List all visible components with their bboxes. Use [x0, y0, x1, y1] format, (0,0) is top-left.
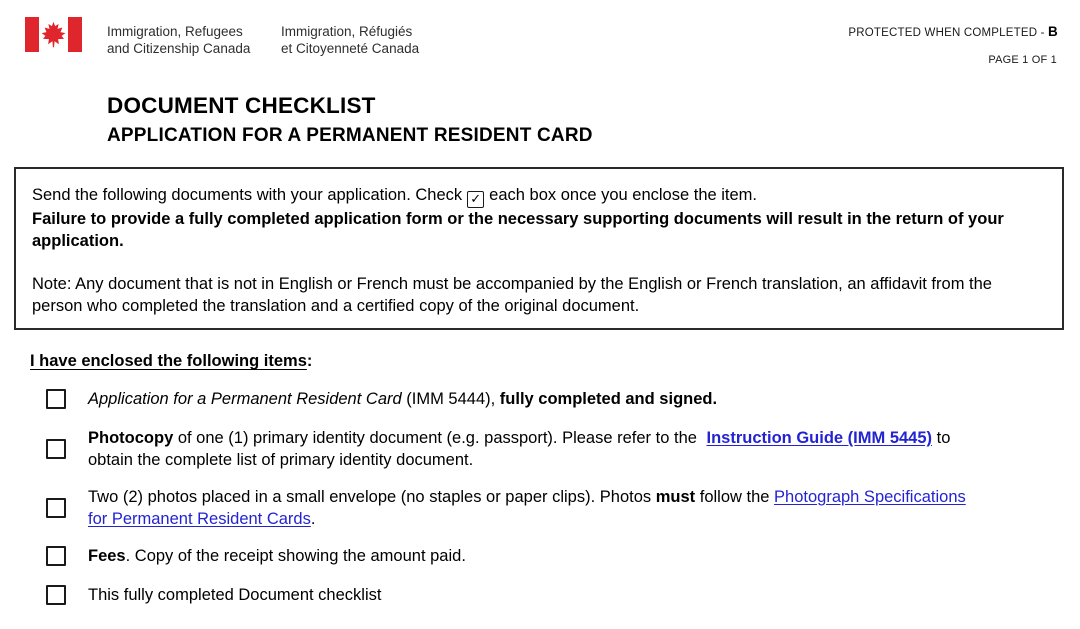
checklist-item-document-checklist: [46, 584, 1056, 606]
item-text: Application for a Permanent Resident Card (IMM 5444), fully completed and signed.: [88, 390, 718, 408]
item-checkbox[interactable]: [46, 585, 66, 605]
item-checkbox[interactable]: [46, 546, 66, 566]
item-text: Photocopy of one (1) primary identity document (e.g. passport). Please refer to the Instruction Guide (IMM 5445) to obtain the complete list of primary identity document.: [88, 429, 951, 469]
form-subtitle: APPLICATION FOR A PERMANENT RESIDENT CARD: [107, 125, 593, 146]
instruction-failure: Failure to provide a fully completed application form or the necessary supporting documents will result in the return of your application.: [32, 209, 1004, 250]
item-checkbox[interactable]: [46, 498, 66, 518]
enclosed-heading: I have enclosed the following items:: [30, 352, 313, 370]
canada-flag-icon: [25, 17, 82, 52]
checklist: [46, 388, 1056, 621]
item-text: Two (2) photos placed in a small envelope (no staples or paper clips). Photos must follow the Photograph Specifications for Permanent Resident Cards.: [88, 488, 966, 528]
checklist-item-photos: [46, 486, 1056, 530]
checklist-item-fees: [46, 545, 1056, 567]
flag-left-bar: [25, 17, 39, 52]
form-title: DOCUMENT CHECKLIST: [107, 93, 376, 118]
page-indicator: PAGE 1 OF 1: [988, 54, 1057, 66]
link-photo-specs-line1[interactable]: Photograph Specifications: [774, 488, 966, 506]
department-name-fr: Immigration, Réfugiés et Citoyenneté Canada: [281, 24, 420, 56]
item-text: Fees. Copy of the receipt showing the amount paid.: [88, 547, 466, 565]
item-checkbox[interactable]: [46, 389, 66, 409]
protected-label: PROTECTED WHEN COMPLETED - B: [848, 24, 1058, 39]
flag-right-bar: [68, 17, 82, 52]
instruction-send: Send the following documents with your application. Check ✓ each box once you enclose the item.: [32, 186, 758, 206]
department-name-en: Immigration, Refugees and Citizenship Canada: [107, 24, 251, 56]
maple-leaf-icon: [40, 21, 67, 48]
instruction-note: Note: Any document that is not in English or French must be accompanied by the English or French translation, an affidavit from the person who completed the translation and a certified copy of the original document.: [32, 274, 992, 315]
protected-level: B: [1048, 24, 1058, 39]
item-text: This fully completed Document checklist: [88, 586, 382, 604]
instructions-box: [14, 167, 1064, 330]
checklist-item-application-form: [46, 388, 1056, 410]
link-instruction-guide[interactable]: Instruction Guide (IMM 5445): [706, 429, 933, 447]
link-photo-specs-line2[interactable]: for Permanent Resident Cards: [88, 510, 311, 528]
checked-box-icon: ✓: [467, 191, 484, 208]
checklist-item-photocopy-id: [46, 427, 1056, 471]
item-checkbox[interactable]: [46, 439, 66, 459]
